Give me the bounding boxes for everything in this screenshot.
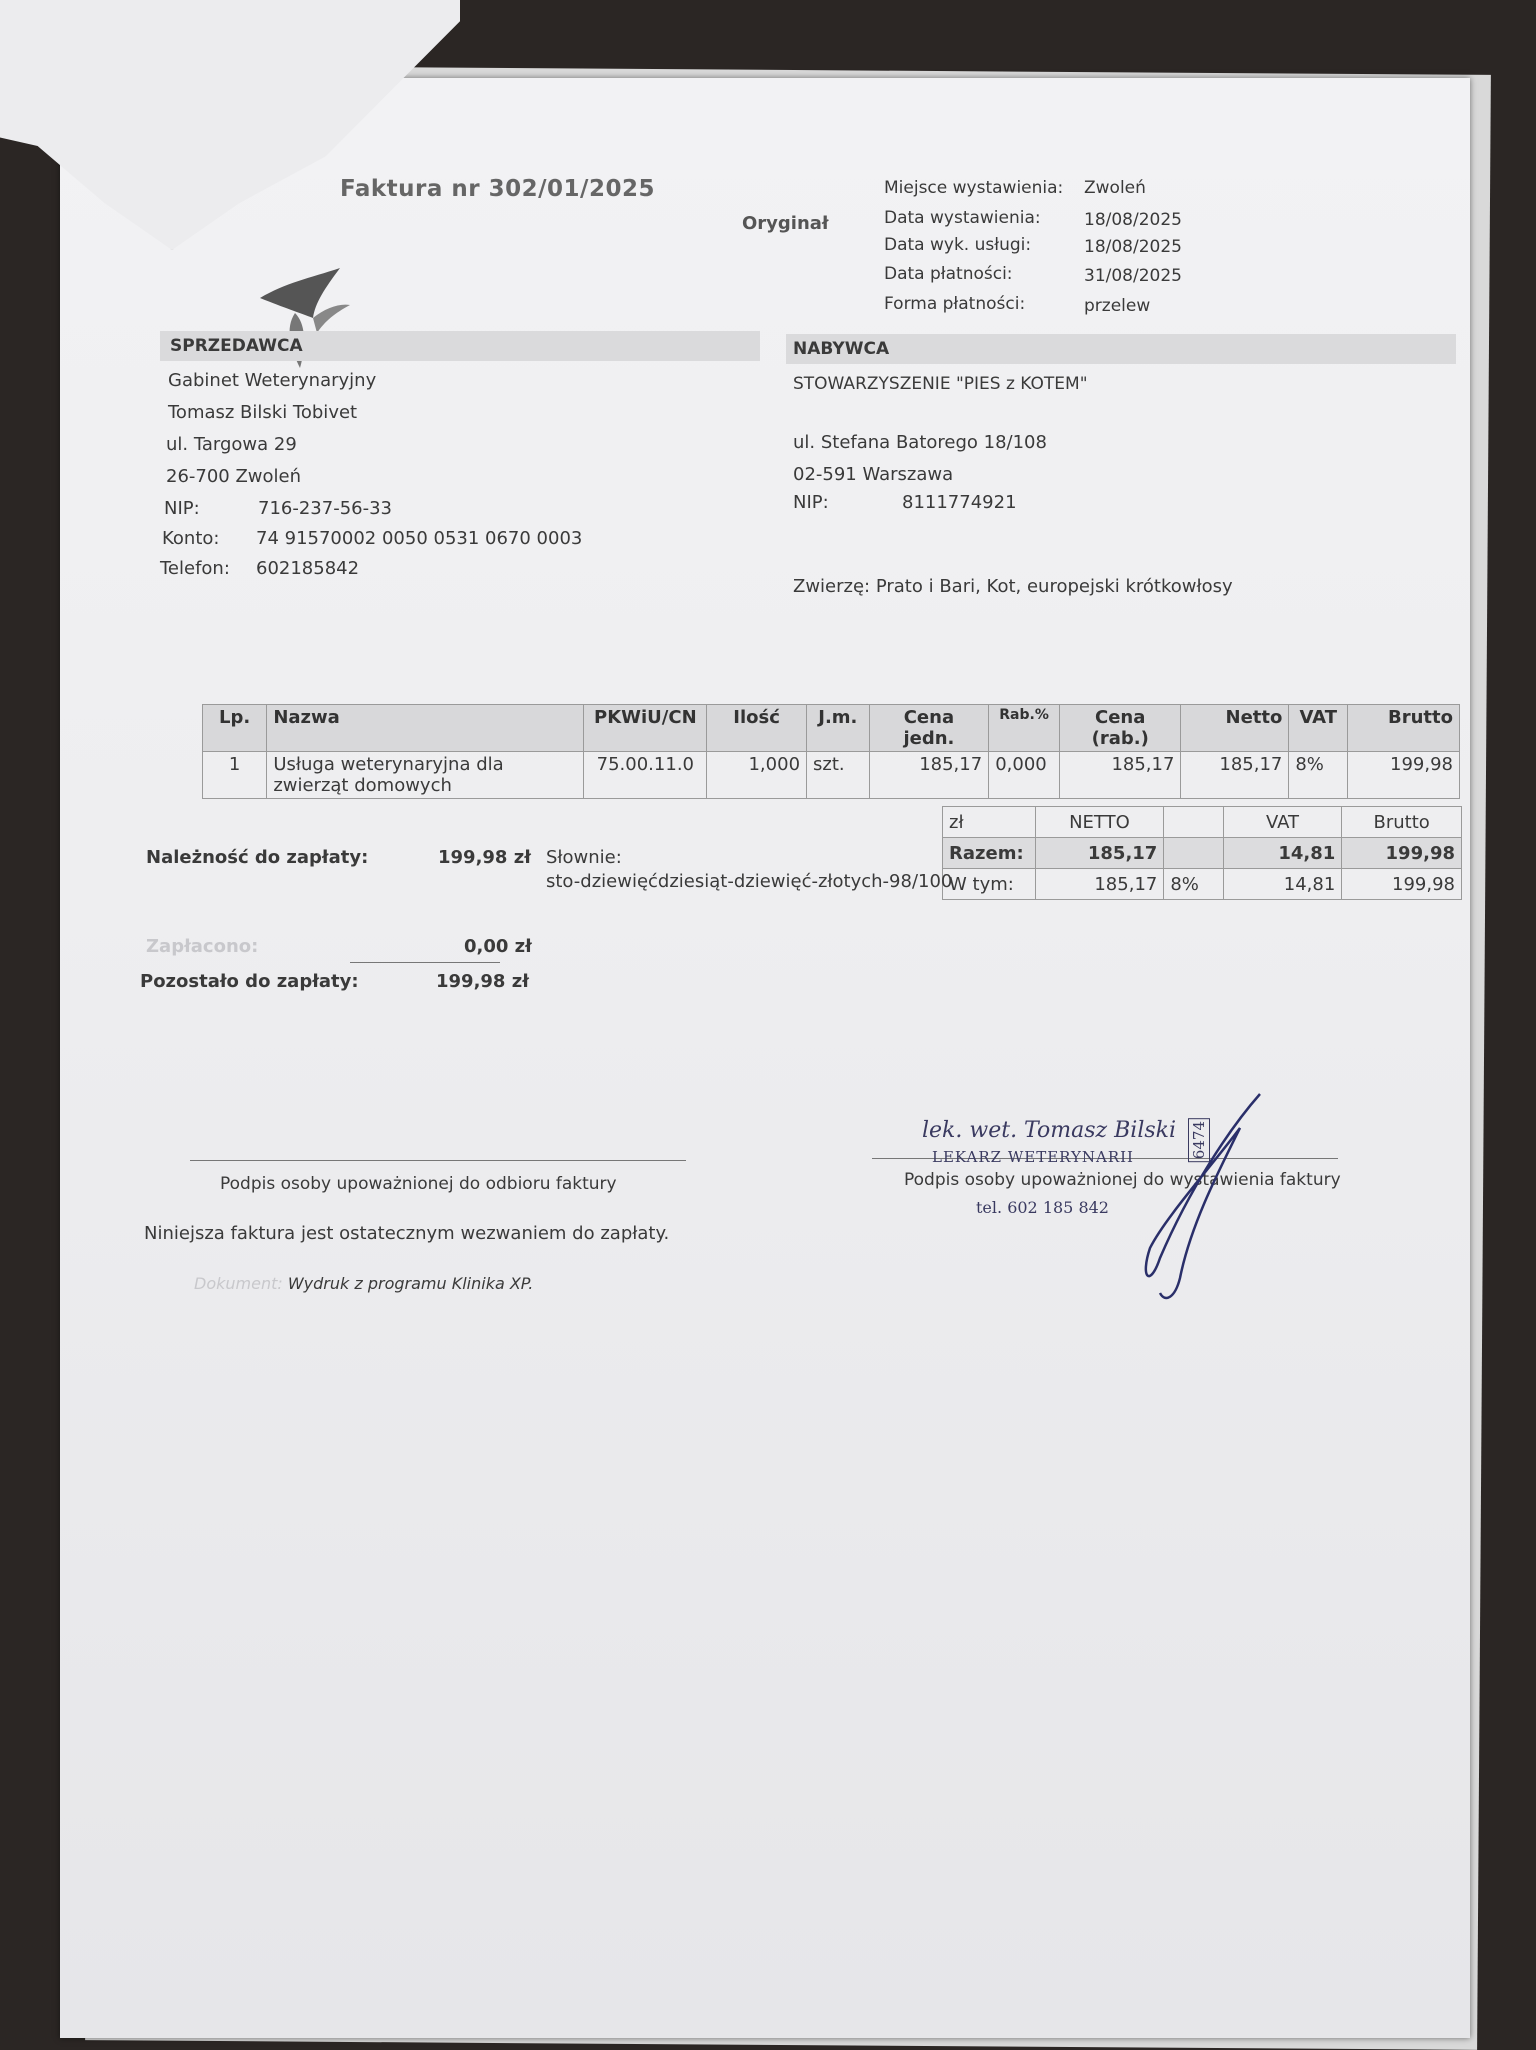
cell-discount: 0,000 [989, 752, 1060, 799]
buyer-header: NABYWCA [793, 339, 890, 359]
meta-value-issue-date: 18/08/2025 [1084, 210, 1182, 230]
table-row [203, 752, 1460, 799]
summary-incl-row [943, 869, 1462, 900]
printout-text: Wydruk z programu Klinika XP. [287, 1274, 534, 1293]
summary-col-gross: Brutto [1342, 807, 1462, 838]
issuer-signature-label-text: Podpis osoby upoważnionej do wystawienia faktury [904, 1170, 1341, 1190]
invoice-page [60, 78, 1470, 2038]
seller-phone-label: Telefon: [160, 558, 230, 579]
due-label: Należność do zapłaty: [146, 847, 369, 868]
summary-incl-vat: 14,81 [1223, 869, 1342, 900]
due-value: 199,98 zł [438, 847, 531, 868]
summary-col-net: NETTO [1035, 807, 1164, 838]
cell-vat: 8% [1289, 752, 1348, 799]
copy-label: Oryginał [742, 213, 829, 234]
cell-pkwiu: 75.00.11.0 [584, 752, 707, 799]
col-qty: Ilość [707, 705, 807, 752]
col-vat: VAT [1289, 705, 1348, 752]
vat-summary-table [942, 806, 1462, 900]
summary-incl-rate: 8% [1164, 869, 1223, 900]
buyer-animal: Zwierzę: Prato i Bari, Kot, europejski krótkowłosy [793, 576, 1233, 597]
stamp-title: LEKARZ WETERYNARII [932, 1148, 1134, 1166]
buyer-city: 02-591 Warszawa [793, 464, 954, 485]
buyer-nip-label: NIP: [793, 492, 829, 513]
meta-label-issue-date: Data wystawienia: [884, 208, 1041, 228]
summary-col-rate [1164, 807, 1223, 838]
seller-city: 26-700 Zwoleń [166, 466, 302, 487]
cell-price-disc: 185,17 [1059, 752, 1180, 799]
meta-label-place: Miejsce wystawienia: [884, 178, 1064, 198]
seller-name-2: Tomasz Bilski Tobivet [168, 402, 358, 423]
col-lp: Lp. [203, 705, 267, 752]
meta-label-due-date: Data płatności: [884, 264, 1013, 284]
seller-header: SPRZEDAWCA [170, 336, 303, 356]
summary-total-gross: 199,98 [1342, 838, 1462, 869]
col-net: Netto [1181, 705, 1289, 752]
seller-account: 74 91570002 0050 0531 0670 0003 [256, 528, 583, 549]
meta-value-payment-form: przelew [1084, 296, 1151, 316]
items-header-row [203, 705, 1460, 752]
invoice-title: Faktura nr 302/01/2025 [340, 176, 655, 202]
meta-label-service-date: Data wyk. usługi: [884, 235, 1032, 255]
cell-qty: 1,000 [707, 752, 807, 799]
meta-label-payment-form: Forma płatności: [884, 294, 1026, 314]
seller-nip: 716-237-56-33 [258, 498, 393, 519]
col-pkwiu: PKWiU/CN [584, 705, 707, 752]
col-gross: Brutto [1348, 705, 1460, 752]
printout-note [194, 1274, 533, 1293]
summary-col-currency: zł [943, 807, 1036, 838]
paid-label: Zapłacono: [146, 936, 259, 957]
cell-name [267, 752, 584, 799]
paid-underline [350, 962, 500, 963]
final-notice: Niniejsza faktura jest ostatecznym wezwaniem do zapłaty. [144, 1223, 670, 1244]
summary-incl-net: 185,17 [1035, 869, 1164, 900]
printout-prefix: Dokument: [194, 1274, 283, 1293]
stamp-phone: tel. 602 185 842 [976, 1198, 1109, 1217]
col-name: Nazwa [267, 705, 584, 752]
buyer-name: STOWARZYSZENIE "PIES z KOTEM" [793, 374, 1088, 394]
col-price: Cena jedn. [869, 705, 989, 752]
col-price-disc: Cena (rab.) [1059, 705, 1180, 752]
summary-total-net: 185,17 [1035, 838, 1164, 869]
meta-value-due-date: 31/08/2025 [1084, 266, 1182, 286]
meta-value-service-date: 18/08/2025 [1084, 237, 1182, 257]
remaining-label: Pozostało do zapłaty: [140, 971, 359, 992]
col-discount: Rab.% [989, 705, 1060, 752]
summary-incl-gross: 199,98 [1342, 869, 1462, 900]
stamp-name: lek. wet. Tomasz Bilski [922, 1118, 1177, 1143]
handwritten-signature [1120, 1088, 1280, 1318]
receiver-signature-line [190, 1160, 686, 1161]
cell-name-line-1: Usługa weterynaryjna dla [273, 754, 504, 775]
meta-value-place: Zwoleń [1084, 178, 1146, 198]
cell-price: 185,17 [869, 752, 989, 799]
seller-phone: 602185842 [256, 558, 360, 579]
summary-incl-label: W tym: [943, 869, 1036, 900]
words-value: sto-dziewięćdziesiąt-dziewięć-złotych-98/100 [546, 871, 953, 892]
summary-total-row [943, 838, 1462, 869]
cell-unit: szt. [807, 752, 870, 799]
seller-street: ul. Targowa 29 [166, 434, 297, 455]
col-unit: J.m. [807, 705, 870, 752]
seller-name-1: Gabinet Weterynaryjny [168, 370, 377, 391]
receiver-signature-label: Podpis osoby upoważnionej do odbioru faktury [220, 1174, 617, 1194]
cell-lp: 1 [203, 752, 267, 799]
words-label: Słownie: [546, 847, 622, 868]
paid-value: 0,00 zł [464, 936, 532, 957]
cell-gross: 199,98 [1348, 752, 1460, 799]
remaining-value: 199,98 zł [436, 971, 529, 992]
items-table [202, 704, 1460, 799]
summary-header-row [943, 807, 1462, 838]
summary-total-rate-empty [1164, 838, 1223, 869]
cell-net: 185,17 [1181, 752, 1289, 799]
cell-name-line-2: zwierząt domowych [273, 775, 452, 796]
buyer-street: ul. Stefana Batorego 18/108 [793, 432, 1047, 453]
summary-total-vat: 14,81 [1223, 838, 1342, 869]
stamp-number: 6474 [1188, 1118, 1210, 1162]
seller-nip-label: NIP: [164, 498, 200, 519]
summary-total-label: Razem: [943, 838, 1036, 869]
summary-col-vat: VAT [1223, 807, 1342, 838]
buyer-nip: 8111774921 [902, 492, 1017, 513]
seller-account-label: Konto: [162, 528, 220, 549]
